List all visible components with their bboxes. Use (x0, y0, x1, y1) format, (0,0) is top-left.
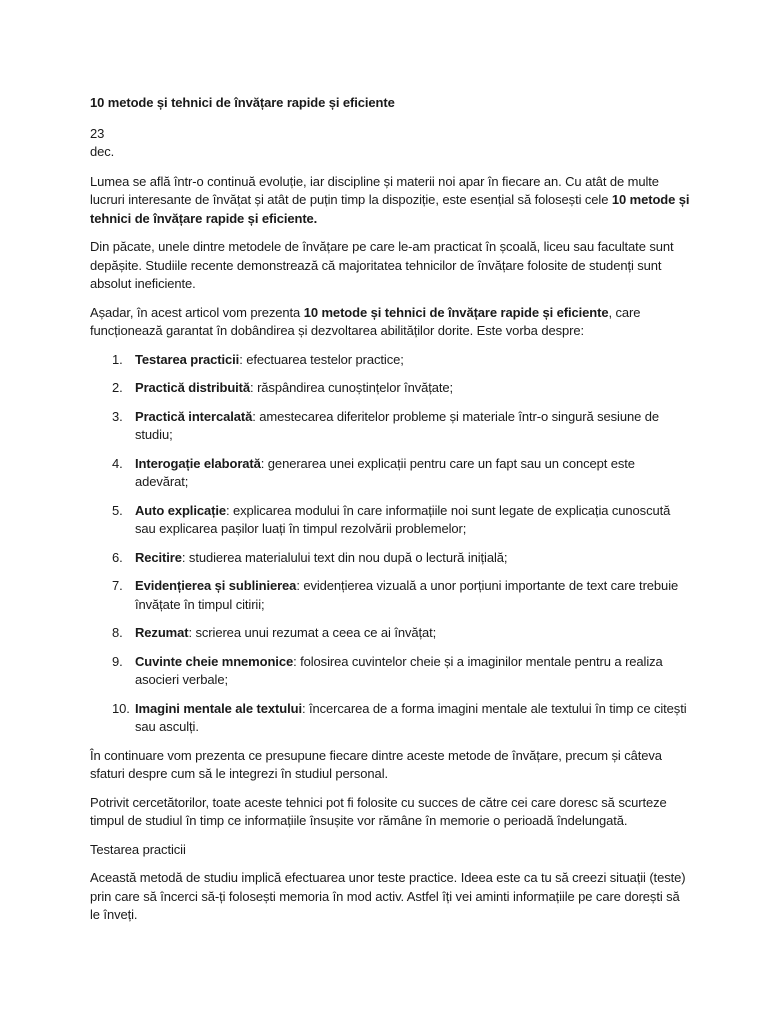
method-name: Auto explicație (135, 502, 226, 518)
method-list-item (90, 700, 690, 737)
method-description: : explicarea modului în care informațiile noi sunt legate de explicația cunoscută sau explicarea pașilor luați în timpul rezolvării problemelor; (135, 502, 671, 536)
method-number: 3. (112, 408, 123, 424)
method-description: : efectuarea testelor practice; (239, 351, 404, 367)
date-month: dec. (90, 144, 115, 159)
method-list-item (90, 624, 690, 643)
section-heading: Testarea practicii (90, 841, 186, 857)
paragraph-continuation: În continuare vom prezenta ce presupune fiecare dintre aceste metode de învățare, precum și câteva sfaturi despre cum să le integrezi în studiul personal. (90, 747, 662, 781)
method-list-item (90, 379, 690, 398)
method-name: Testarea practicii (135, 351, 240, 367)
method-description: : răspândirea cunoștințelor învățate; (250, 380, 454, 395)
method-number: 6. (112, 549, 123, 565)
method-name: Imagini mentale ale textului (135, 700, 302, 716)
method-name: Practică intercalată (135, 408, 253, 424)
method-number: 5. (112, 502, 123, 518)
paragraph-practice-testing: Această metodă de studiu implică efectuarea unor teste practice. Ideea este ca tu să creezi situații (teste) prin care să încerci să-ți folosești memoria în mod activ. Astfel îți vei aminti informațiile pe care dorești să le înveți. (90, 870, 686, 922)
method-number: 9. (112, 653, 123, 669)
method-number: 1. (112, 351, 123, 367)
methods-list (90, 351, 690, 737)
intro-bold: 10 metode și tehnici de învățare rapide și eficiente. (90, 192, 690, 226)
date-day: 23 (90, 125, 105, 141)
intro-text: Lumea se află într-o continuă evoluție, iar discipline și materii noi apar în fiecare an. Cu atât de multe lucruri interesante de învățat și atât de puțin timp la dispoziție, este esențial să folosești cele (90, 173, 659, 207)
method-description: : studierea materialului text din nou după o lectură inițială; (181, 549, 508, 565)
method-name: Rezumat (135, 625, 189, 640)
paragraph-researchers: Potrivit cercetătorilor, toate aceste tehnici pot fi folosite cu succes de către cei care doresc să scurteze timpul de studiul în timp ce informațiile însușite vor rămâne în memorie o perioadă îndelungată. (90, 794, 667, 828)
method-description: : generarea unei explicații pentru care un fapt sau un concept este adevărat; (135, 455, 635, 489)
method-number: 4. (112, 455, 123, 471)
method-number: 2. (112, 380, 123, 395)
method-description: : scrierea unui rezumat a ceea ce ai învățat; (188, 625, 437, 640)
method-description: : amestecarea diferitelor probleme și materiale într-o singură sesiune de studiu; (135, 408, 659, 442)
method-list-item (90, 577, 690, 614)
paragraph-article-after: , care funcționează garantat în dobândirea și dezvoltarea abilităților dorite. Este vorba despre: (90, 304, 641, 338)
method-name: Practică distribuită (135, 380, 251, 395)
method-name: Cuvinte cheie mnemonice (135, 653, 294, 669)
document-title: 10 metode și tehnici de învățare rapide și eficiente (90, 95, 395, 110)
paragraph-article-bold: 10 metode și tehnici de învățare rapide și eficiente (303, 304, 609, 320)
paragraph-outdated: Din păcate, unele dintre metodele de învățare pe care le-am practicat în școală, liceu sau facultate sunt depășite. Studiile recente demonstrează că majoritatea tehnicilor de învățare folosite de studenți sunt absolut ineficiente. (90, 239, 674, 291)
method-list-item (90, 502, 690, 539)
method-number: 7. (112, 578, 123, 593)
method-list-item (90, 351, 690, 370)
paragraph-article-before: Așadar, în acest articol vom prezenta (90, 304, 304, 320)
publish-date (90, 125, 690, 162)
method-list-item (90, 549, 690, 568)
method-name: Evidențierea și sublinierea (135, 578, 297, 593)
method-list-item (90, 653, 690, 690)
method-list-item (90, 455, 690, 492)
method-list-item (90, 408, 690, 445)
intro-paragraph (90, 173, 690, 229)
document-page (90, 94, 690, 935)
paragraph-article-intro (90, 304, 690, 341)
method-name: Interogație elaborată (135, 455, 261, 471)
method-name: Recitire (135, 549, 182, 565)
method-description: : folosirea cuvintelor cheie și a imaginilor mentale pentru a realiza asocieri verbale; (135, 653, 663, 687)
method-number: 8. (112, 625, 123, 640)
method-number: 10. (112, 700, 130, 716)
method-description: : încercarea de a forma imagini mentale ale textului în timp ce citești sau asculți. (135, 700, 687, 734)
method-description: : evidențierea vizuală a unor porțiuni importante de text care trebuie învățate în timpul citirii; (135, 578, 679, 612)
